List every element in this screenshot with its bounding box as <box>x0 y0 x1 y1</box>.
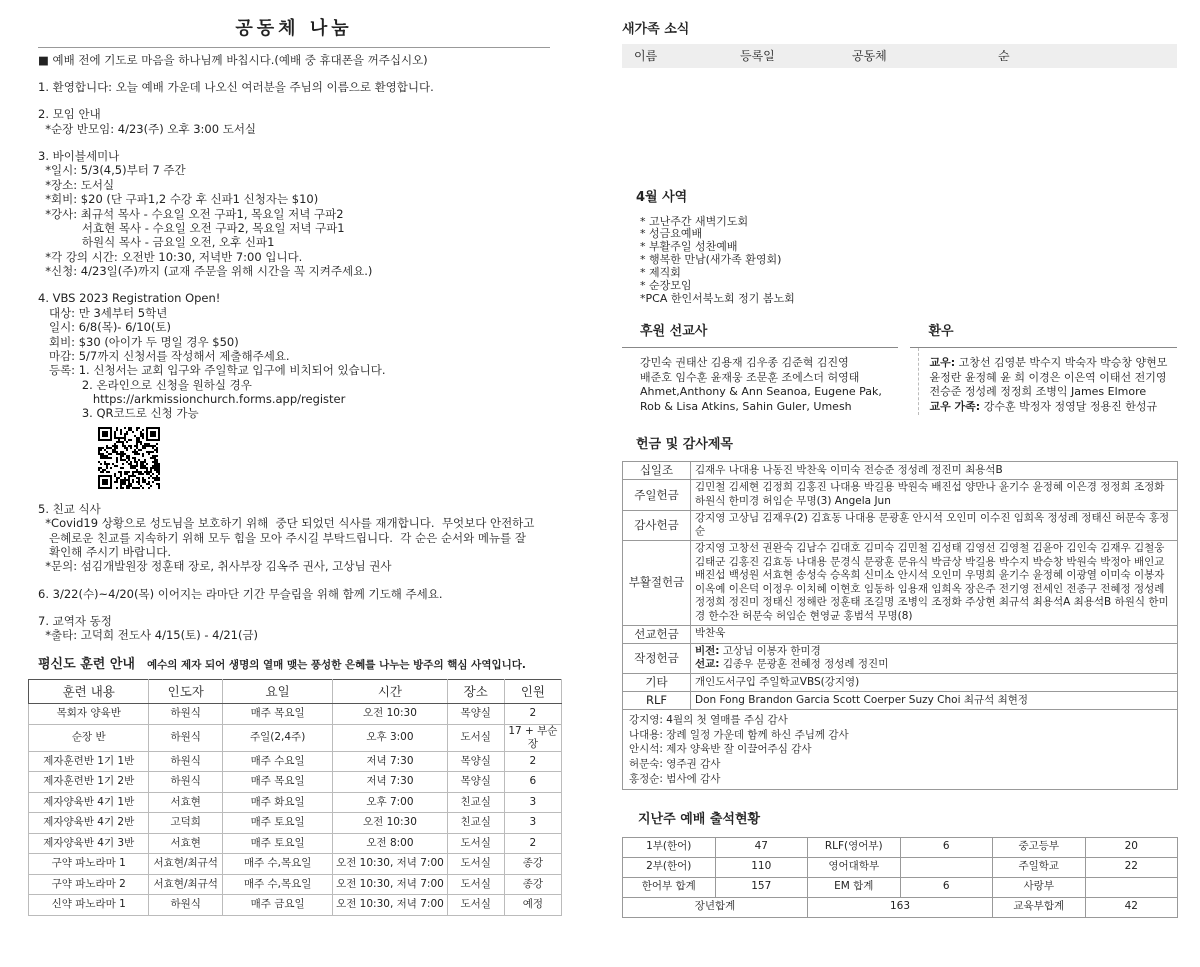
offering-type: 작정헌금 <box>623 643 691 673</box>
announcement-line: *신청: 4/23일(주)까지 (교재 주문을 위해 시간을 꼭 지켜주세요.) <box>38 264 373 278</box>
announcement-line: *강사: 최규석 목사 - 수요일 오전 구파1, 목요일 저녁 구파2 <box>38 206 344 221</box>
training-cell: 목양실 <box>447 704 504 725</box>
announcement-line: *회비: $20 (단 구파1,2 수강 후 신파1 신청자는 $10) <box>38 192 319 207</box>
training-cell: 매주 화요일 <box>223 792 333 813</box>
sick-names: 윤정란 윤정혜 윤 희 이경은 이은역 이태선 전기영 <box>929 370 1167 384</box>
training-cell: 주일(2,4주) <box>223 724 333 751</box>
table-row <box>29 833 562 854</box>
announcement-line: 3. QR코드로 신청 가능 <box>38 406 199 421</box>
thanks-line: 안시석: 제자 양육반 잘 이끌어주심 감사 <box>629 743 812 756</box>
training-cell: 제자훈련반 1기 2반 <box>29 772 149 793</box>
training-cell: 목양실 <box>447 751 504 772</box>
training-cell: 2 <box>504 704 561 725</box>
training-subtitle: 예수의 제자 되어 생명의 열매 맺는 풍성한 은혜를 나누는 방주의 핵심 사역입니다. <box>146 658 526 671</box>
table-row <box>29 813 562 834</box>
training-cell: 제자훈련반 1기 1반 <box>29 751 149 772</box>
table-row <box>623 837 1178 857</box>
table-row <box>623 540 1178 625</box>
offering-names <box>691 643 1178 673</box>
attendance-cell: 6 <box>900 837 993 857</box>
offering-names: Don Fong Brandon Garcia Scott Coerper Suzy Choi 최규석 최현정 <box>691 691 1178 709</box>
training-cell: 순장 반 <box>29 724 149 751</box>
training-cell: 도서실 <box>447 895 504 916</box>
training-cell: 매주 수,목요일 <box>223 854 333 875</box>
pledge-line <box>695 645 1173 659</box>
sick-list <box>918 348 1177 415</box>
new-family-col-name: 이름 <box>634 48 658 63</box>
training-cell: 2 <box>504 833 561 854</box>
table-row <box>29 751 562 772</box>
attendance-total-cell: 163 <box>808 897 993 917</box>
announcement-line: 확인해 주시기 바랍니다. <box>38 544 172 559</box>
training-cell: 2 <box>504 751 561 772</box>
attendance-cell: 1부(한어) <box>623 837 716 857</box>
training-cell: 오후 3:00 <box>333 724 447 751</box>
pledge-label: 선교: <box>695 658 720 671</box>
training-cell: 매주 수요일 <box>223 751 333 772</box>
announcement-line: 회비: $30 (아이가 두 명일 경우 $50) <box>38 334 239 349</box>
announcement-line: 은혜로운 친교를 지속하기 위해 모두 힘을 모아 주시길 부탁드립니다. 각 순은 순서와 메뉴를 잘 <box>38 530 526 545</box>
table-row <box>29 895 562 916</box>
sick-label: 교우: <box>929 355 956 369</box>
announcement-line: 2. 모임 안내 <box>38 107 101 122</box>
training-cell: 친교실 <box>447 792 504 813</box>
training-cell: 매주 토요일 <box>223 833 333 854</box>
list-item: * 행복한 만남(새가족 환영회) <box>640 253 782 267</box>
announcement-line: *Covid19 상황으로 성도님을 보호하기 위해 중단 되었던 식사를 재개합니다. 무엇보다 안전하고 <box>38 516 535 531</box>
thanks-line: 허문숙: 영주권 감사 <box>629 757 721 770</box>
missionary-line: 배준호 임수훈 윤재웅 조문훈 조에스더 허영태 <box>640 370 860 384</box>
announcement-line: 7. 교역자 동정 <box>38 614 112 628</box>
announcement-line: 마감: 5/7까지 신청서를 작성해서 제출해주세요. <box>38 348 290 363</box>
training-cell: 하원식 <box>149 704 223 725</box>
table-row <box>623 510 1178 540</box>
training-cell: 목양실 <box>447 772 504 793</box>
training-cell: 오전 10:30 <box>333 813 447 834</box>
training-table-header <box>29 680 562 704</box>
announcement-line: *일시: 5/3(4,5)부터 7 주간 <box>38 163 186 178</box>
pledge-names: 고상님 이봉자 한미경 <box>719 644 821 657</box>
offering-type: 선교헌금 <box>623 625 691 643</box>
attendance-cell <box>1085 877 1178 897</box>
training-col-header: 훈련 내용 <box>29 680 149 704</box>
missionary-line: Rob & Lisa Atkins, Sahin Guler, Umesh <box>640 400 852 414</box>
offering-type: 주일헌금 <box>623 480 691 510</box>
training-col-header: 장소 <box>447 680 504 704</box>
training-cell: 서효현/최규석 <box>149 874 223 895</box>
announcement-line: 하원식 목사 - 금요일 오전, 오후 신파1 <box>38 235 275 250</box>
training-cell: 17 + 부순장 <box>504 724 561 751</box>
training-cell: 신약 파노라마 1 <box>29 895 149 916</box>
table-row <box>623 643 1178 673</box>
offering-names: 강지영 고상님 김재우(2) 김효동 나대용 문광훈 안시석 오인미 이수진 임희옥 정성례 정태신 허문숙 홍정순 <box>691 510 1178 540</box>
table-row <box>623 857 1178 877</box>
new-family-title: 새가족 소식 <box>622 22 690 37</box>
training-cell: 종강 <box>504 854 561 875</box>
announcement-line: 1. 환영합니다: 오늘 예배 가운데 나오신 여러분을 주님의 이름으로 환영합니다. <box>38 79 434 94</box>
announcement-line: *출타: 고덕희 전도사 4/15(토) - 4/21(금) <box>38 628 259 643</box>
training-cell: 고덕희 <box>149 813 223 834</box>
attendance-cell: RLF(영어부) <box>808 837 901 857</box>
page-title: 공동체 나눔 <box>38 18 550 48</box>
training-cell: 서효현 <box>149 833 223 854</box>
list-item: * 성금요예배 <box>640 227 703 241</box>
training-cell: 구약 파노라마 1 <box>29 854 149 875</box>
training-cell: 하원식 <box>149 772 223 793</box>
offering-names: 김민철 김세현 김정희 김홍진 나대용 박길용 박원숙 배진섭 양만나 윤기수 윤정혜 이은경 정정희 조정화 하원식 한미경 허임순 무명(3) Angela Jun <box>691 480 1178 510</box>
training-cell: 오전 10:30 <box>333 704 447 725</box>
announcement-line: 등록: 1. 신청서는 교회 입구와 주일학교 입구에 비치되어 있습니다. <box>38 363 386 378</box>
missions-list <box>622 348 898 415</box>
table-row <box>29 704 562 725</box>
attendance-cell: 157 <box>715 877 808 897</box>
training-table <box>28 679 562 916</box>
training-col-header: 시간 <box>333 680 447 704</box>
right-column <box>622 22 1177 918</box>
training-cell: 오전 8:00 <box>333 833 447 854</box>
attendance-cell: EM 합계 <box>808 877 901 897</box>
missions-title: 후원 선교사 <box>622 324 898 348</box>
announcement-line: *각 강의 시간: 오전반 10:30, 저녁반 7:00 입니다. <box>38 249 303 264</box>
training-cell: 매주 목요일 <box>223 704 333 725</box>
sick-names: 전승준 정성례 정정희 조병익 James Elmore <box>929 385 1147 399</box>
announcement-line: *문의: 섬김개발원장 정훈태 장로, 취사부장 김옥주 권사, 고상님 권사 <box>38 559 392 574</box>
attendance-total-cell: 장년합계 <box>623 897 808 917</box>
attendance-cell: 한어부 합계 <box>623 877 716 897</box>
training-cell: 제자양육반 4기 3반 <box>29 833 149 854</box>
list-item: * 고난주간 새벽기도회 <box>640 214 749 228</box>
missionary-line: Ahmet,Anthony & Ann Seanoa, Eugene Pak, <box>640 385 882 399</box>
new-family-col-group: 순 <box>998 48 1010 63</box>
training-cell: 도서실 <box>447 854 504 875</box>
training-cell: 오후 7:00 <box>333 792 447 813</box>
pledge-names: 김종우 문광훈 전혜정 정성례 정진미 <box>719 658 889 671</box>
attendance-cell: 2부(한어) <box>623 857 716 877</box>
table-row <box>29 772 562 793</box>
offering-names: 강지영 고창선 권완숙 김남수 김대호 김미숙 김민철 김성태 김영선 김영철 김윤아 김인숙 김재우 김철웅 김태군 김홍진 김효동 나대용 문경식 문광훈 문유식 박금상 박길용 박수지 박승창 박원숙 박정아 배인교 배진섭 백성원 서효현 송성숙 승옥희 신미소 안시석 오인미 우명희 윤기수 윤정혜 이광열 이미숙 이봉자 이옥예 이은덕 이정우 이치혜 이현호 임동하 임용재 임희옥 장은주 전기영 전세인 전종구 전혜정 정성례 정정희 정진미 정태신 정해란 정훈태 조길명 조병익 조정화 주상현 최규석 최용석A 최용석B 하원식 한미경 한수잔 허문숙 허임순 현영균 홍범석 무명(8) <box>691 540 1178 625</box>
training-header <box>38 657 563 673</box>
new-family-header <box>622 44 1177 68</box>
offering-names: 김재우 나대용 나동진 박찬욱 이미숙 전승준 정성례 정진미 최용석B <box>691 462 1178 480</box>
announcement-line: 일시: 6/8(목)- 6/10(토) <box>38 320 172 335</box>
training-cell: 제자양육반 4기 2반 <box>29 813 149 834</box>
attendance-title: 지난주 예배 출석현황 <box>638 812 761 828</box>
announcement-sections <box>38 80 563 643</box>
list-item: * 부활주일 성찬예배 <box>640 240 738 254</box>
sick-box <box>910 324 1177 416</box>
training-cell: 매주 토요일 <box>223 813 333 834</box>
thanks-notes <box>623 709 1178 789</box>
pledge-line <box>695 658 1173 672</box>
training-cell: 저녁 7:30 <box>333 772 447 793</box>
training-cell: 도서실 <box>447 874 504 895</box>
training-cell: 하원식 <box>149 895 223 916</box>
missions-box <box>622 324 898 416</box>
table-row <box>623 709 1178 789</box>
offering-names: 개인도서구입 주일학교VBS(강지영) <box>691 673 1178 691</box>
announcement-5 <box>38 502 563 574</box>
announcement-line: 대상: 만 3세부터 5학년 <box>38 305 168 320</box>
table-row <box>623 877 1178 897</box>
announcement-line: 2. 온라인으로 신청을 원하실 경우 <box>38 377 252 392</box>
list-item: * 순장모임 <box>640 278 692 292</box>
attendance-cell: 6 <box>900 877 993 897</box>
offering-type: 십일조 <box>623 462 691 480</box>
training-cell: 매주 목요일 <box>223 772 333 793</box>
offering-table <box>622 461 1178 790</box>
sick-line <box>929 385 1177 400</box>
sick-line <box>929 400 1177 415</box>
training-cell: 저녁 7:30 <box>333 751 447 772</box>
list-item: *PCA 한인서북노회 정기 봄노회 <box>640 291 795 305</box>
april-ministry <box>622 190 1177 305</box>
training-cell: 3 <box>504 813 561 834</box>
training-col-header: 인원 <box>504 680 561 704</box>
april-title: 4월 사역 <box>636 190 688 206</box>
training-cell: 6 <box>504 772 561 793</box>
thanks-line: 나대용: 장례 일정 가운데 함께 하신 주님께 감사 <box>629 728 849 741</box>
announcement-line: 서효현 목사 - 수요일 오전 구파2, 목요일 저녁 구파1 <box>38 220 345 235</box>
training-cell: 하원식 <box>149 724 223 751</box>
announcement-line: 3. 바이블세미나 <box>38 149 120 163</box>
attendance-cell: 20 <box>1085 837 1178 857</box>
qr-code-icon <box>98 427 160 489</box>
offering-type: 부활절헌금 <box>623 540 691 625</box>
training-table-body <box>29 704 562 916</box>
attendance-cell: 110 <box>715 857 808 877</box>
announcement-line: *장소: 도서실 <box>38 177 115 192</box>
table-row <box>29 874 562 895</box>
offering-names: 박찬욱 <box>691 625 1178 643</box>
training-cell: 매주 수,목요일 <box>223 874 333 895</box>
training-cell: 종강 <box>504 874 561 895</box>
attendance-cell: 중고등부 <box>993 837 1086 857</box>
announcement-line: *순장 반모임: 4/23(주) 오후 3:00 도서실 <box>38 121 257 136</box>
training-cell: 구약 파노라마 2 <box>29 874 149 895</box>
training-title: 평신도 훈련 안내 <box>38 656 135 672</box>
thanks-line: 홍정순: 범사에 감사 <box>629 772 721 785</box>
attendance-total-cell: 42 <box>1085 897 1178 917</box>
sick-label: 교우 가족: <box>929 400 981 414</box>
attendance-total-cell: 교육부합계 <box>993 897 1086 917</box>
table-row <box>623 691 1178 709</box>
attendance-cell: 영어대학부 <box>808 857 901 877</box>
training-cell: 서효현/최규석 <box>149 854 223 875</box>
attendance-cell: 22 <box>1085 857 1178 877</box>
table-row <box>623 673 1178 691</box>
training-cell: 매주 금요일 <box>223 895 333 916</box>
training-cell: 목회자 양육반 <box>29 704 149 725</box>
new-family-col-community: 공동체 <box>852 48 887 63</box>
announcement-7 <box>38 614 563 643</box>
announcement-line: 4. VBS 2023 Registration Open! <box>38 291 221 306</box>
thanks-line: 강지영: 4월의 첫 열매를 주심 감사 <box>629 713 788 726</box>
missions-and-sick <box>622 324 1177 416</box>
training-cell: 3 <box>504 792 561 813</box>
table-row <box>623 480 1178 510</box>
new-family-col-date: 등록일 <box>740 48 775 63</box>
training-cell: 도서실 <box>447 724 504 751</box>
april-list <box>622 216 1177 306</box>
sick-names: 강수훈 박정자 정영달 정용진 한성규 <box>980 400 1158 414</box>
training-cell: 도서실 <box>447 833 504 854</box>
announcement-6 <box>38 587 563 601</box>
training-cell: 제자양육반 4기 1반 <box>29 792 149 813</box>
training-cell: 오전 10:30, 저녁 7:00 <box>333 854 447 875</box>
attendance-cell: 47 <box>715 837 808 857</box>
attendance-cell: 주일학교 <box>993 857 1086 877</box>
training-col-header: 요일 <box>223 680 333 704</box>
pledge-label: 비전: <box>695 644 720 657</box>
list-item: * 제직회 <box>640 265 681 279</box>
training-cell: 예정 <box>504 895 561 916</box>
training-cell: 오전 10:30, 저녁 7:00 <box>333 895 447 916</box>
announcement-line: 5. 친교 식사 <box>38 501 101 516</box>
training-col-header: 인도자 <box>149 680 223 704</box>
announcement-line: https://arkmissionchurch.forms.app/register <box>38 392 346 406</box>
attendance-cell: 사랑부 <box>993 877 1086 897</box>
worship-notice: ■ 예배 전에 기도로 마음을 하나님께 바칩시다.(예배 중 휴대폰을 꺼주십시오) <box>38 52 428 67</box>
table-row <box>29 724 562 751</box>
announcement-1 <box>38 80 563 94</box>
training-cell: 오전 10:30, 저녁 7:00 <box>333 874 447 895</box>
announcement-3 <box>38 149 563 278</box>
attendance-table <box>622 837 1178 918</box>
training-cell: 친교실 <box>447 813 504 834</box>
training-cell: 서효현 <box>149 792 223 813</box>
offering-title: 헌금 및 감사제목 <box>636 437 733 453</box>
announcement-2 <box>38 107 563 136</box>
offering-type: 감사헌금 <box>623 510 691 540</box>
table-row <box>29 854 562 875</box>
sick-names: 고창선 김영분 박수지 박숙자 박승창 양현모 <box>955 355 1168 369</box>
sick-title: 환우 <box>910 324 1177 348</box>
left-column <box>38 18 563 916</box>
offering-type: 기타 <box>623 673 691 691</box>
sick-line <box>929 356 1177 371</box>
announcement-line: 6. 3/22(수)~4/20(목) 이어지는 라마단 기간 무슬림을 위해 함께 기도해 주세요. <box>38 586 443 601</box>
table-row <box>623 897 1178 917</box>
missionary-line: 강민숙 권태산 김용재 김우종 김준혁 김진영 <box>640 355 849 369</box>
offering-type: RLF <box>623 691 691 709</box>
training-cell: 하원식 <box>149 751 223 772</box>
table-row <box>29 792 562 813</box>
announcement-4 <box>38 291 563 488</box>
sick-line <box>929 371 1177 386</box>
table-row <box>623 462 1178 480</box>
table-row <box>623 625 1178 643</box>
attendance-cell <box>900 857 993 877</box>
